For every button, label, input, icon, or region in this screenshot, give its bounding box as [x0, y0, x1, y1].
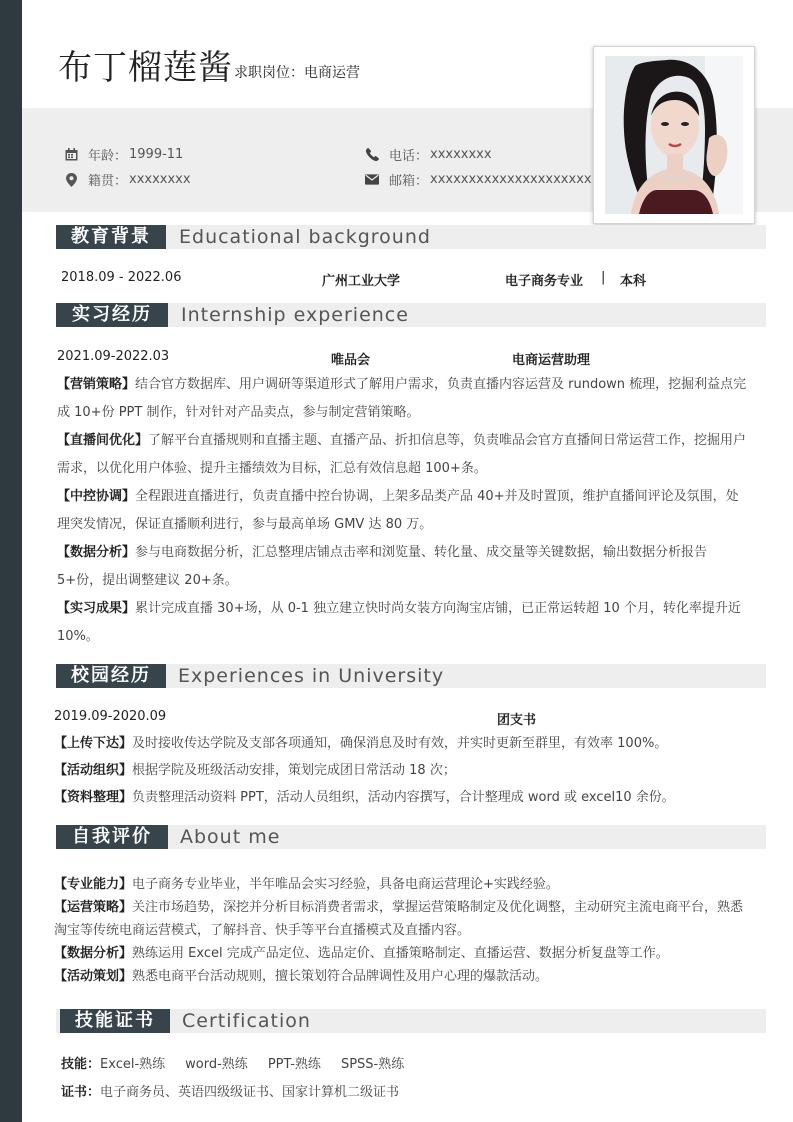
education-major: 电子商务专业 — [505, 274, 584, 289]
campus-role: 团支书 — [497, 713, 537, 728]
cert-label: 证书： — [61, 1085, 101, 1100]
item-text: 参与电商数据分析，汇总整理店铺点击率和浏览量、转化量、成交量等关键数据，输出数据分析报告 5+份，提出调整建议 20+条。 — [57, 545, 708, 588]
skills-label: 技能： — [61, 1057, 101, 1072]
campus-title-cn: 校园经历 — [56, 664, 166, 688]
cert-row — [61, 1081, 399, 1100]
item-text: 及时接收传达学院及支部各项通知，确保消息及时有效，并实时更新至群里，有效率 100%。 — [132, 736, 668, 751]
envelope-icon — [365, 173, 379, 187]
item-keyword: 【营销策略】 — [57, 377, 136, 392]
self-eval-item — [54, 873, 754, 896]
education-degree: 本科 — [620, 274, 647, 289]
skill-item: word-熟练 — [185, 1057, 248, 1072]
age-value: 1999-11 — [129, 147, 184, 162]
item-text: 累计完成直播 30+场，从 0-1 独立建立快时尚女装方向淘宝店铺，已正常运转超 10 个月，转化率提升近 10%。 — [57, 601, 741, 644]
internship-position: 电商运营助理 — [512, 353, 591, 368]
location-pin-icon — [64, 173, 78, 187]
internship-company: 唯品会 — [331, 353, 371, 368]
item-keyword: 【直播间优化】 — [57, 433, 149, 448]
education-period: 2018.09 - 2022.06 — [61, 270, 182, 285]
campus-period: 2019.09-2020.09 — [54, 709, 167, 724]
profile-photo — [605, 56, 743, 214]
internship-title-cn: 实习经历 — [56, 303, 168, 327]
job-value: 电商运营 — [304, 65, 360, 81]
item-keyword: 【数据分析】 — [54, 946, 133, 961]
internship-item — [57, 539, 749, 595]
campus-item — [54, 757, 754, 785]
item-text: 熟练运用 Excel 完成产品定位、选品定价、直播策略制定、直播运营、数据分析复盘等工作。 — [132, 946, 669, 961]
candidate-name: 布丁榴莲酱 — [58, 48, 233, 88]
hometown-value: xxxxxxxx — [129, 172, 191, 187]
item-keyword: 【实习成果】 — [57, 601, 136, 616]
item-text: 关注市场趋势，深挖并分析目标消费者需求，掌握运营策略制定及优化调整，主动研究主流电商平台，熟悉淘宝等传统电商运营模式，了解抖音、快手等平台直播模式及直播内容。 — [54, 900, 744, 938]
email-label: 邮箱： — [389, 174, 429, 189]
email-info — [365, 170, 592, 189]
campus-item — [54, 784, 754, 812]
self-eval-item — [54, 942, 754, 965]
item-keyword: 【运营策略】 — [54, 900, 133, 915]
skills-section-header — [56, 1009, 766, 1033]
internship-item — [57, 483, 749, 539]
skills-row — [61, 1053, 404, 1072]
left-accent-bar — [0, 0, 22, 1122]
item-keyword: 【资料整理】 — [54, 790, 133, 805]
email-value: xxxxxxxxxxxxxxxxxxxxx — [430, 172, 592, 187]
education-title-en: Educational background — [179, 226, 431, 248]
phone-info — [365, 145, 492, 164]
campus-section-header — [56, 664, 766, 688]
item-keyword: 【上传下达】 — [54, 736, 133, 751]
self-eval-title-cn: 自我评价 — [56, 825, 168, 849]
calendar-icon — [64, 148, 78, 162]
item-keyword: 【活动策划】 — [54, 969, 133, 984]
hometown-label: 籍贯： — [88, 174, 128, 189]
item-text: 熟悉电商平台活动规则，擅长策划符合品牌调性及用户心理的爆款活动。 — [132, 969, 549, 984]
skill-item: SPSS-熟练 — [340, 1057, 405, 1072]
item-text: 全程跟进直播进行，负责直播中控台协调，上架多品类产品 40+并及时置顶，维护直播间评论及氛围，处理突发情况，保证直播顺利进行，参与最高单场 GMV 达 80 万。 — [57, 489, 739, 532]
age-label: 年龄： — [88, 149, 128, 164]
skill-item: Excel-熟练 — [100, 1057, 166, 1072]
internship-period: 2021.09-2022.03 — [57, 349, 170, 364]
item-keyword: 【活动组织】 — [54, 763, 133, 778]
internship-item — [57, 371, 749, 427]
internship-section-header — [56, 303, 766, 327]
job-label: 求职岗位： — [234, 65, 304, 81]
skill-item: PPT-熟练 — [267, 1057, 321, 1072]
cert-value: 电子商务员、英语四级级证书、国家计算机二级证书 — [100, 1085, 400, 1100]
skills-title-en: Certification — [182, 1010, 311, 1032]
item-keyword: 【中控协调】 — [57, 489, 136, 504]
phone-label: 电话： — [389, 149, 429, 164]
internship-title-en: Internship experience — [181, 304, 409, 326]
internship-item — [57, 595, 749, 651]
self-eval-section-header — [56, 825, 766, 849]
age-info — [64, 145, 183, 164]
self-eval-title-en: About me — [180, 826, 281, 848]
phone-value: xxxxxxxx — [430, 147, 492, 162]
item-text: 电子商务专业毕业，半年唯品会实习经验，具备电商运营理论+实践经验。 — [132, 877, 559, 892]
skills-title-cn: 技能证书 — [60, 1009, 170, 1033]
hometown-info — [64, 170, 191, 189]
item-text: 了解平台直播规则和直播主题、直播产品、折扣信息等，负责唯品会官方直播间日常运营工作，挖掘用户需求，以优化用户体验、提升主播绩效为目标，汇总有效信息超 100+条。 — [57, 433, 747, 476]
profile-photo-frame — [593, 46, 755, 224]
education-section-header — [56, 225, 766, 249]
phone-icon — [365, 148, 379, 162]
item-text: 负责整理活动资料 PPT，活动人员组织，活动内容撰写，合计整理成 word 或 excel10 余份。 — [132, 790, 675, 805]
item-text: 根据学院及班级活动安排，策划完成团日常活动 18 次； — [132, 763, 456, 778]
self-eval-item — [54, 965, 754, 988]
education-title-cn: 教育背景 — [56, 225, 166, 249]
self-eval-item — [54, 896, 754, 942]
campus-item — [54, 730, 754, 758]
item-keyword: 【专业能力】 — [54, 877, 133, 892]
campus-title-en: Experiences in University — [178, 665, 445, 687]
item-keyword: 【数据分析】 — [57, 545, 136, 560]
internship-item — [57, 427, 749, 483]
education-school: 广州工业大学 — [322, 274, 401, 289]
education-separator: | — [601, 270, 606, 285]
item-text: 结合官方数据库、用户调研等渠道形式了解用户需求，负责直播内容运营及 rundown 梳理，挖掘利益点完成 10+份 PPT 制作，针对针对产品卖点，参与制定营销策略。 — [57, 377, 747, 420]
